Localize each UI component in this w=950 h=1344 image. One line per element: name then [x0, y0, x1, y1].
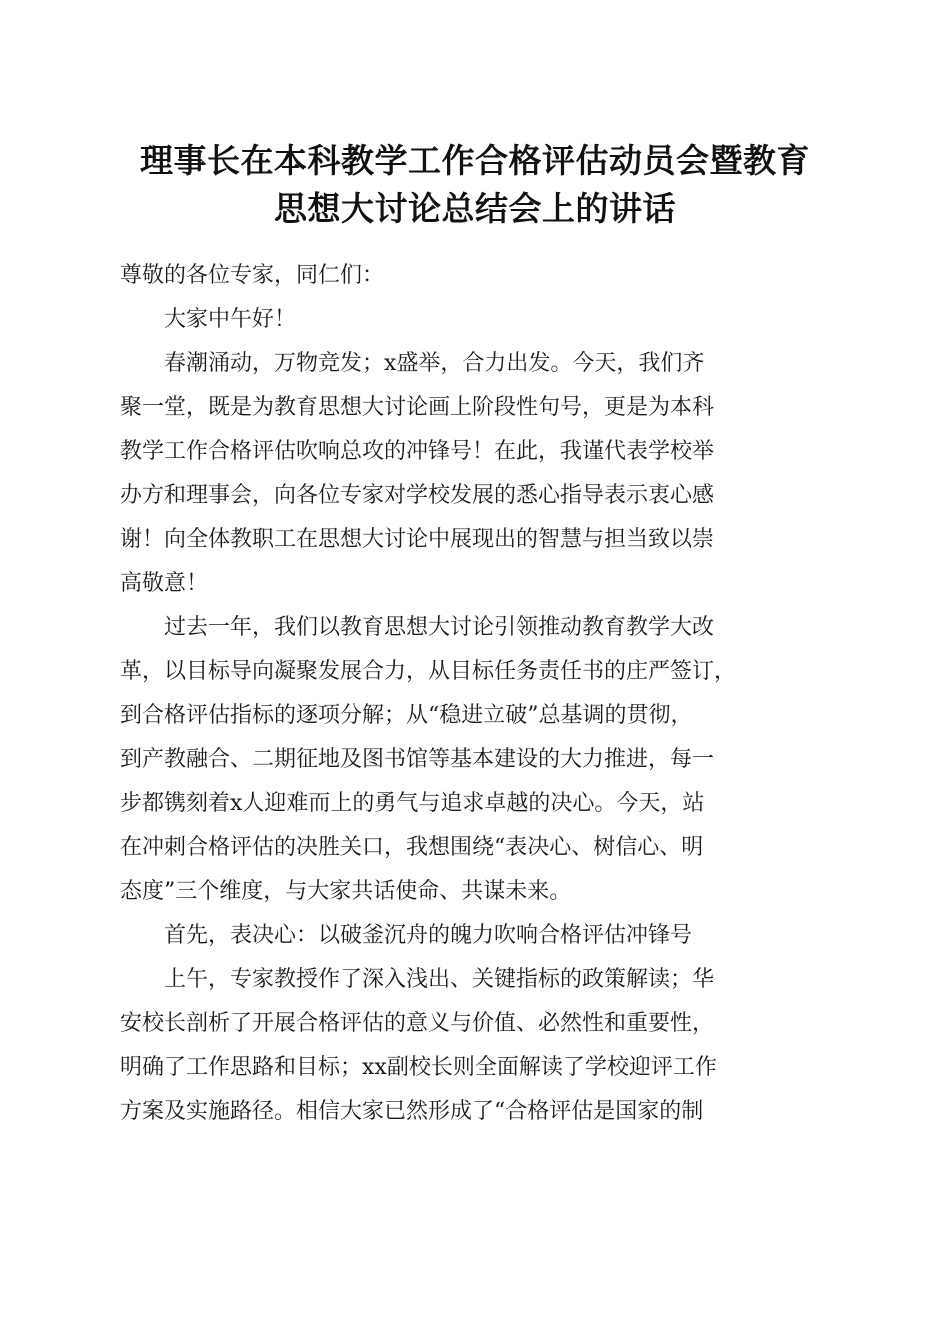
paragraph-line: 到产教融合、二期征地及图书馆等基本建设的大力推进，每一 — [120, 747, 715, 772]
greeting: 大家中午好！ — [164, 307, 297, 332]
paragraph-line: 上午，专家教授作了深入浅出、关键指标的政策解读；华 — [164, 967, 715, 992]
section-heading-1 — [120, 914, 832, 958]
paragraph-line: 过去一年，我们以教育思想大讨论引领推动教育教学大改 — [164, 615, 715, 640]
paragraph-line: 革，以目标导向凝聚发展合力，从目标任务责任书的庄严签订， — [120, 659, 737, 684]
paragraph-line: 教学工作合格评估吹响总攻的冲锋号！在此，我谨代表学校举 — [120, 439, 715, 464]
paragraph-line: 高敬意！ — [120, 571, 209, 596]
paragraph-line: 到合格评估指标的逐项分解；从“稳进立破”总基调的贯彻， — [120, 703, 693, 728]
paragraph-review — [120, 606, 832, 914]
paragraph-line: 在冲刺合格评估的决胜关口，我想围绕“表决心、树信心、明 — [120, 835, 704, 860]
paragraph-line: 方案及实施路径。相信大家已然形成了“合格评估是国家的制 — [120, 1099, 704, 1124]
paragraph-line: 步都镌刻着x人迎难而上的勇气与追求卓越的决心。今天，站 — [120, 791, 705, 816]
paragraph-line: 安校长剖析了开展合格评估的意义与价值、必然性和重要性， — [120, 1011, 715, 1036]
paragraph-line: 态度”三个维度，与大家共话使命、共谋未来。 — [120, 879, 572, 904]
salutation: 尊敬的各位专家，同仁们： — [120, 263, 385, 288]
paragraph-morning — [120, 958, 832, 1134]
paragraph-line: 明确了工作思路和目标；xx副校长则全面解读了学校迎评工作 — [120, 1055, 717, 1080]
section-heading-text: 首先，表决心：以破釜沉舟的魄力吹响合格评估冲锋号 — [164, 923, 693, 948]
title-line-1: 理事长在本科教学工作合格评估动员会暨教育 — [140, 141, 810, 180]
paragraph-line: 春潮涌动，万物竞发；x盛举，合力出发。今天，我们齐 — [164, 351, 705, 376]
paragraph-line: 办方和理事会，向各位专家对学校发展的悉心指导表示衷心感 — [120, 483, 715, 508]
title-line-2: 思想大讨论总结会上的讲话 — [274, 189, 676, 228]
document-body — [120, 254, 832, 1134]
paragraph-line: 谢！向全体教职工在思想大讨论中展现出的智慧与担当致以崇 — [120, 527, 715, 552]
paragraph-line: 聚一堂，既是为教育思想大讨论画上阶段性句号，更是为本科 — [120, 395, 715, 420]
paragraph-opening — [120, 342, 832, 606]
document-title — [100, 137, 850, 233]
